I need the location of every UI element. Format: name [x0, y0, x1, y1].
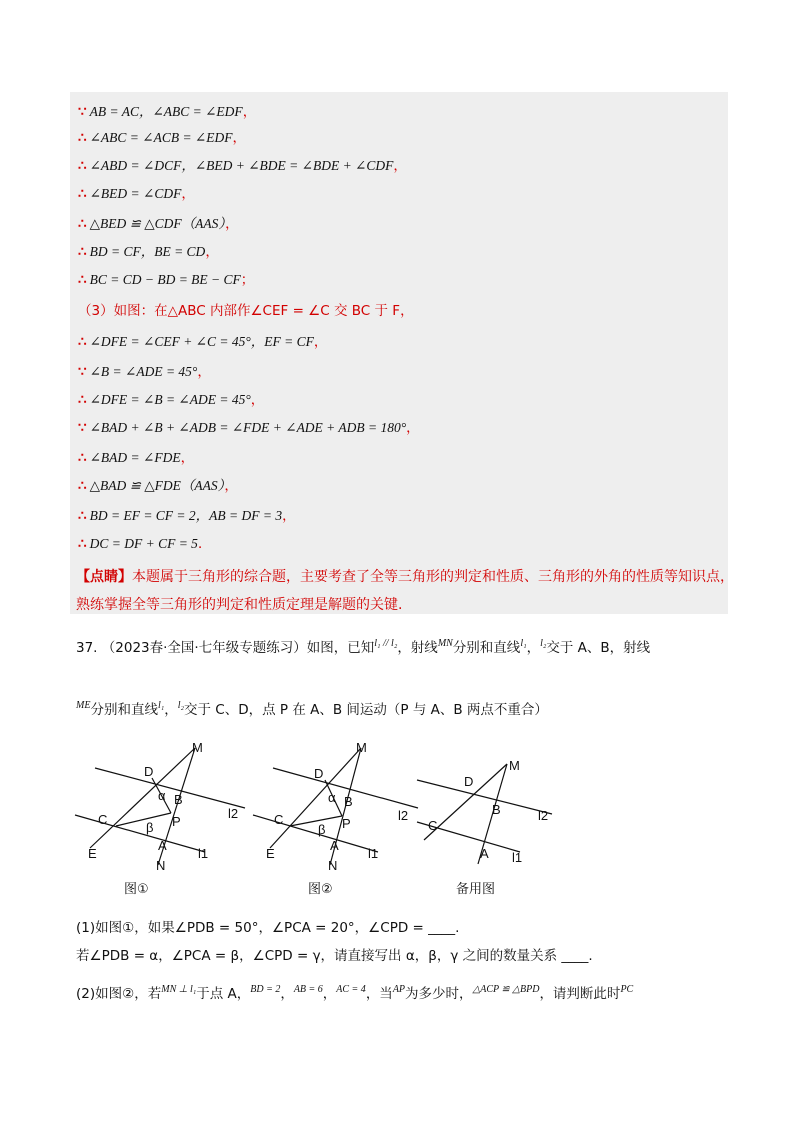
cond-bd: BD = 2 — [250, 984, 281, 995]
solution-punct: ， — [393, 158, 407, 173]
logic-symbol: ∴ — [78, 158, 87, 173]
question-text: 如图，已知 — [306, 640, 375, 656]
segment-ap: AP — [392, 984, 406, 995]
figure-1 — [70, 740, 250, 870]
comment-line-2: 熟练掌握全等三角形的判定和性质定理是解题的关键. — [76, 597, 403, 613]
figure-backup — [412, 752, 572, 872]
solution-math: ∠ABC = ∠ACB = ∠EDF — [89, 130, 233, 145]
solution-punct: ， — [205, 244, 219, 259]
label-b: B — [492, 802, 501, 817]
part2-text: ， — [280, 986, 294, 1002]
logic-symbol: ∴ — [78, 334, 87, 349]
ray-mn: MN — [437, 638, 453, 649]
fig3-caption: 备用图 — [456, 882, 496, 897]
part1-line-1: (1)如图①，如果∠PDB = 50°，∠PCA = 20°，∠CPD = ____. — [76, 920, 460, 936]
solution-punct: ， — [232, 130, 246, 145]
question-source: （2023春·全国·七年级专题练习） — [101, 640, 307, 656]
part2-text: ， — [322, 986, 337, 1002]
label-a: A — [480, 846, 489, 861]
solution-punct: ， — [225, 216, 239, 231]
line-l1: l₁ — [520, 638, 527, 649]
solution-line — [78, 126, 246, 146]
logic-symbol: ∴ — [78, 450, 87, 465]
solution-math: △BAD ≌ △FDE（AAS） — [89, 478, 225, 493]
label-l2: l2 — [398, 808, 409, 823]
comment-tag: 【点睛】 — [76, 569, 132, 585]
label-n: N — [156, 858, 166, 870]
label-p: P — [342, 816, 351, 831]
solution-punct: ， — [282, 508, 296, 523]
label-d: D — [144, 764, 154, 779]
solution-math: BD = EF = CF = 2，AB = DF = 3 — [89, 508, 283, 523]
solution-line — [78, 154, 407, 174]
cond-perpendicular: MN ⊥ l₁ — [161, 984, 197, 995]
solution-math: ∠DFE = ∠CEF + ∠C = 45°，EF = CF — [89, 334, 314, 349]
solution-math: ∠BAD = ∠FDE — [89, 450, 181, 465]
solution-math: AB = AC，∠ABC = ∠EDF — [89, 104, 243, 119]
question-line-1 — [76, 636, 650, 656]
label-m: M — [356, 740, 367, 755]
part2-text: ，请判断此时 — [539, 986, 621, 1002]
comment-line-1 — [76, 566, 734, 586]
solution-math: ∠BAD + ∠B + ∠ADB = ∠FDE + ∠ADE + ADB = 180° — [89, 420, 407, 435]
solution-punct: ， — [250, 392, 265, 407]
label-a: A — [330, 838, 339, 853]
solution-math: （3）如图：在△ABC 内部作∠CEF = ∠C 交 BC 于 F， — [78, 303, 414, 319]
label-c: C — [428, 818, 438, 833]
label-l1: l1 — [512, 850, 523, 865]
solution-math: ∠BED = ∠CDF — [89, 186, 182, 201]
label-n: N — [328, 858, 338, 870]
solution-line — [78, 504, 296, 524]
solution-line — [78, 182, 195, 202]
solution-line — [78, 360, 211, 380]
logic-symbol: ∴ — [78, 478, 87, 493]
solution-line — [78, 532, 211, 552]
label-p: P — [172, 814, 181, 829]
label-m: M — [192, 740, 203, 755]
question-text: 交于 C、D，点 P 在 A、B 间运动（P 与 A、B 两点不重合） — [183, 702, 548, 718]
label-a: A — [158, 838, 167, 853]
logic-symbol: ∵ — [78, 420, 87, 435]
part2-text: ，当 — [365, 986, 393, 1002]
solution-punct: ， — [406, 420, 420, 435]
solution-line — [78, 330, 327, 350]
solution-punct: ， — [224, 478, 238, 493]
line-l2 — [95, 768, 245, 808]
solution-punct: ． — [197, 536, 212, 551]
cond-ab: AB = 6 — [293, 984, 323, 995]
label-l2: l2 — [228, 806, 239, 821]
question-text: 交于 A、B，射线 — [546, 640, 651, 656]
logic-symbol: ∴ — [78, 536, 87, 551]
label-l1: l1 — [368, 846, 379, 861]
label-d: D — [314, 766, 324, 781]
logic-symbol: ∴ — [78, 392, 87, 407]
solution-math: ∠DFE = ∠B = ∠ADE = 45° — [89, 392, 251, 407]
label-l1: l1 — [198, 846, 209, 861]
solution-line — [78, 388, 264, 408]
label-beta: β — [146, 820, 154, 835]
figure-2 — [248, 740, 428, 870]
solution-line — [78, 240, 219, 260]
solution-line — [78, 212, 239, 232]
label-c: C — [98, 812, 108, 827]
part2-text: 为多少时， — [405, 986, 473, 1002]
cond-ac: AC = 4 — [336, 984, 366, 995]
solution-punct: ， — [180, 450, 195, 465]
solution-punct: ； — [240, 272, 255, 287]
solution-math: ∠ABD = ∠DCF，∠BED + ∠BDE = ∠BDE + ∠CDF — [89, 158, 394, 173]
question-text: ， — [526, 640, 541, 656]
label-c: C — [274, 812, 284, 827]
part1-line-2: 若∠PDB = α，∠PCA = β，∠CPD = γ，请直接写出 α，β，γ 之间的数量关系 ____. — [76, 948, 593, 964]
solution-line — [78, 100, 256, 120]
part2-text: (2)如图②，若 — [76, 986, 162, 1002]
solution-math: ∠B = ∠ADE = 45° — [89, 364, 198, 379]
segment-pc: PC — [620, 984, 634, 995]
label-alpha: α — [158, 788, 166, 803]
congruence: △ACP ≌ △BPD — [472, 984, 540, 995]
parallel-lines: l₁ // l₂ — [374, 638, 398, 649]
question-text: ，射线 — [397, 640, 438, 656]
comment-text-1: 本题属于三角形的综合题，主要考查了全等三角形的判定和性质、三角形的外角的性质等知识点， — [132, 569, 734, 585]
solution-math: BD = CF，BE = CD — [89, 244, 206, 259]
solution-punct: ， — [313, 334, 328, 349]
part2-text: 于点 A， — [196, 986, 251, 1002]
question-text: 分别和直线 — [90, 702, 158, 718]
solution-line — [78, 268, 254, 288]
label-alpha: α — [328, 790, 336, 805]
fig2-caption: 图② — [308, 882, 333, 897]
label-b: B — [344, 794, 353, 809]
solution-punct: ， — [181, 186, 195, 201]
solution-line — [78, 299, 414, 319]
logic-symbol: ∴ — [78, 272, 87, 287]
logic-symbol: ∴ — [78, 508, 87, 523]
question-text: 分别和直线 — [452, 640, 521, 656]
line-l2: l₂ — [177, 700, 184, 711]
logic-symbol: ∵ — [78, 104, 87, 119]
question-text: ， — [164, 702, 178, 718]
logic-symbol: ∴ — [78, 216, 87, 231]
solution-math: DC = DF + CF = 5 — [89, 536, 198, 551]
solution-line — [78, 474, 238, 494]
line-l2: l₂ — [540, 638, 547, 649]
solution-math: △BED ≌ △CDF（AAS） — [89, 216, 226, 231]
solution-punct: ， — [242, 104, 257, 119]
ray-me: ME — [76, 700, 91, 711]
logic-symbol: ∴ — [78, 130, 87, 145]
label-m: M — [509, 758, 520, 773]
logic-symbol: ∵ — [78, 364, 87, 379]
solution-math: BC = CD − BD = BE − CF — [89, 272, 241, 287]
logic-symbol: ∴ — [78, 186, 87, 201]
fig1-caption: 图① — [124, 882, 149, 897]
label-e: E — [88, 846, 97, 861]
label-beta: β — [318, 822, 326, 837]
label-l2: l2 — [538, 808, 549, 823]
solution-punct: ， — [197, 364, 211, 379]
label-d: D — [464, 774, 474, 789]
logic-symbol: ∴ — [78, 244, 87, 259]
solution-line — [78, 446, 194, 466]
question-number: 37. — [76, 640, 98, 656]
question-line-2 — [76, 698, 548, 718]
line-l1: l₁ — [157, 700, 165, 711]
part2-line — [76, 982, 633, 1002]
label-b: B — [174, 792, 183, 807]
solution-line — [78, 416, 420, 436]
label-e: E — [266, 846, 275, 861]
